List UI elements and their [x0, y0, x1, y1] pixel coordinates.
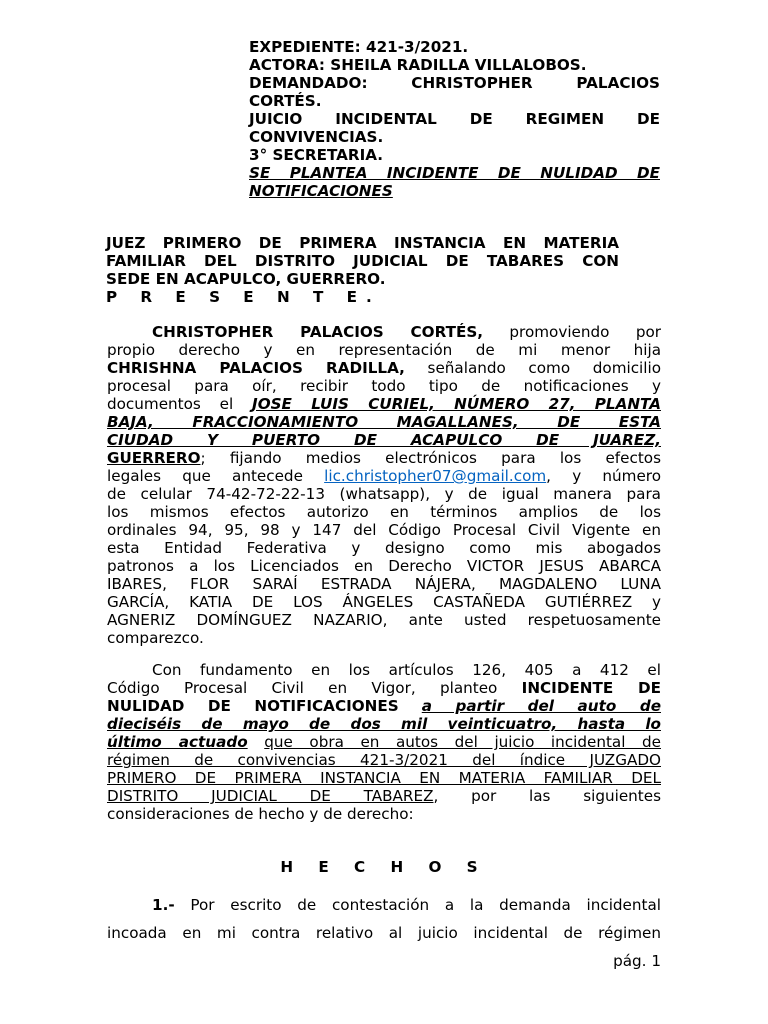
subject-line-cont: NOTIFICACIONES	[249, 182, 393, 200]
defendant-cont: CORTÉS.	[249, 92, 322, 110]
grounds-paragraph: Con fundamento en los artículos 126, 405 a 412 el Código Procesal Civil en Vigor, planteo INCIDENTE DE NULIDAD DE NOTIFICACIONES a partir del auto de dieciséis de mayo de dos mil veinticuatro, hasta lo último actuado que obra en autos del juicio incidental de régimen de convivencias 421-3/2021 del índice JUZGADO PRIMERO DE PRIMERA INSTANCIA EN MATERIA FAMILIAR DEL DISTRITO JUDICIAL DE TABAREZ, por las siguientes consideraciones de hecho y de derecho:	[107, 661, 662, 823]
case-header	[249, 38, 660, 200]
section-title-hechos: H E C H O S	[280, 858, 488, 876]
subject-line: SE PLANTEA INCIDENTE DE NULIDAD DE	[249, 164, 660, 182]
intro-paragraph: CHRISTOPHER PALACIOS CORTÉS, promoviendo por propio derecho y en representación de mi menor hija CHRISHNA PALACIOS RADILLA, señalando como domicilio procesal para oír, recibir todo tipo de notificaciones y documentos el JOSE LUIS CURIEL, NÚMERO 27, PLANTA BAJA, FRACCIONAMIENTO MAGALLANES, DE ESTA CIUDAD Y PUERTO DE ACAPULCO DE JUAREZ, GUERRERO; fijando medios electrónicos para los efectos legales que antecede lic.christopher07@gmail.com, y número de celular 74-42-72-22-13 (whatsapp), y de igual manera para los mismos efectos autorizo en términos amplios de los ordinales 94, 95, 98 y 147 del Código Procesal Civil Vigente en esta Entidad Federativa y designo como mis abogados patronos a los Licenciados en Derecho VICTOR JESUS ABARCA IBARES, FLOR SARAÍ ESTRADA NÁJERA, MAGDALENO LUNA GARCÍA, KATIA DE LOS ÁNGELES CASTAÑEDA GUTIÉRREZ y AGNERIZ DOMÍNGUEZ NAZARIO, ante usted respetuosamente comparezco.	[107, 323, 662, 647]
promovente-name: CHRISTOPHER PALACIOS CORTÉS,	[152, 323, 484, 341]
case-type-cont: CONVIVENCIAS.	[249, 128, 384, 146]
secretary: 3° SECRETARIA.	[249, 146, 384, 164]
fact-number: 1.-	[152, 896, 175, 914]
case-type: JUICIO INCIDENTAL DE REGIMEN DE	[249, 110, 660, 128]
page-number: pág. 1	[613, 952, 661, 970]
addressee-line: JUEZ PRIMERO DE PRIMERA INSTANCIA EN MATERIA	[106, 234, 619, 252]
domicile-address: JOSE LUIS CURIEL, NÚMERO 27, PLANTA	[252, 395, 661, 413]
addressee-line: FAMILIAR DEL DISTRITO JUDICIAL DE TABARES CON	[106, 252, 619, 270]
defendant: DEMANDADO: CHRISTOPHER PALACIOS	[249, 74, 660, 92]
presente: P R E S E N T E.	[106, 288, 381, 306]
case-number: EXPEDIENTE: 421-3/2021.	[249, 38, 469, 56]
addressee	[106, 234, 619, 306]
addressee-line: SEDE EN ACAPULCO, GUERRERO.	[106, 270, 386, 288]
child-name: CHRISHNA PALACIOS RADILLA,	[107, 359, 405, 377]
incident-title: NULIDAD DE NOTIFICACIONES	[107, 697, 399, 715]
email-link[interactable]: lic.christopher07@gmail.com	[324, 467, 547, 485]
hechos-paragraph: 1.- Por escrito de contestación a la demanda incidental incoada en mi contra relativo al juicio incidental de régimen	[107, 896, 661, 942]
plaintiff: ACTORA: SHEILA RADILLA VILLALOBOS.	[249, 56, 587, 74]
